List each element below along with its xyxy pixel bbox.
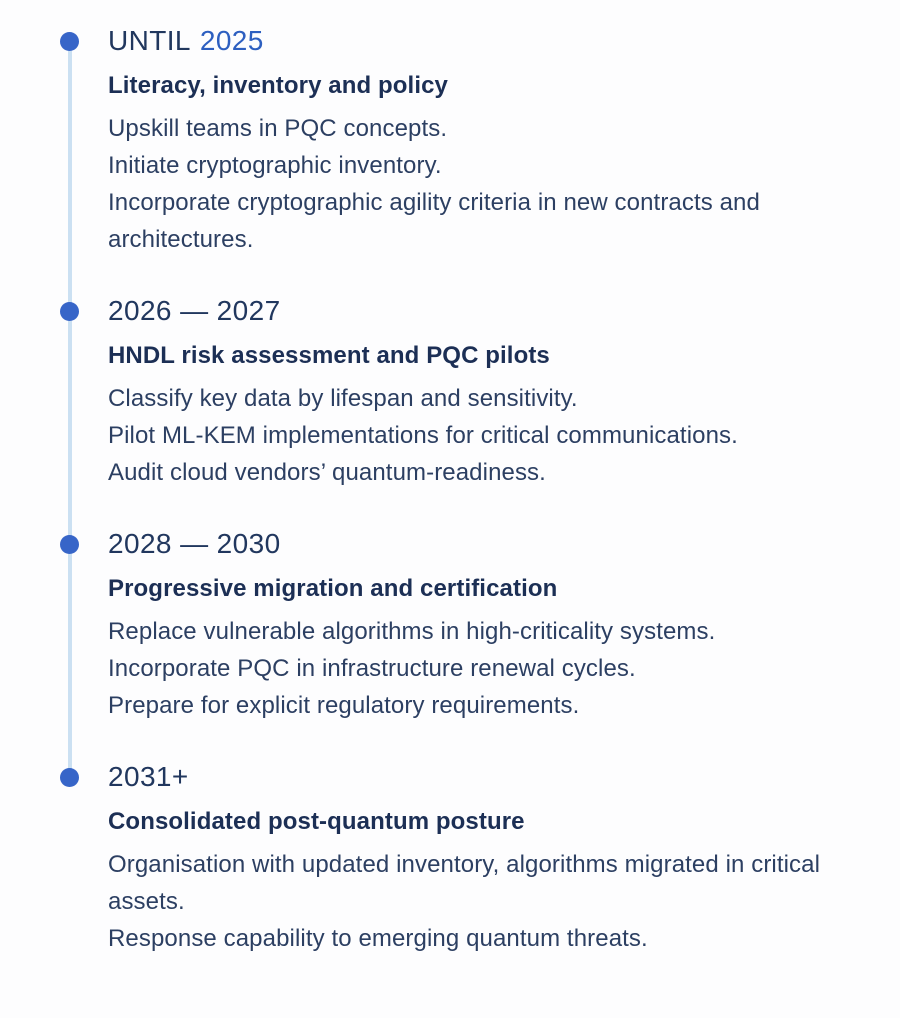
- period-text: UNTIL: [108, 25, 191, 56]
- timeline-dot: [60, 302, 79, 321]
- milestone-item: Incorporate PQC in infrastructure renewal cycles.: [108, 655, 636, 682]
- milestone-title: Progressive migration and certification: [108, 575, 558, 602]
- milestone-period: [108, 527, 860, 561]
- period-text: 2028 — 2030: [108, 528, 281, 559]
- milestone-title: HNDL risk assessment and PQC pilots: [108, 342, 550, 369]
- timeline-milestone-2028-2030: [108, 527, 860, 724]
- milestone-item: Initiate cryptographic inventory.: [108, 152, 442, 179]
- milestone-items: [108, 846, 832, 957]
- timeline-line: [68, 41, 72, 775]
- milestone-item: Incorporate cryptographic agility criteria in new contracts and architectures.: [108, 189, 760, 253]
- milestone-item: Pilot ML-KEM implementations for critical communications.: [108, 422, 738, 449]
- milestone-item: Organisation with updated inventory, algorithms migrated in critical assets.: [108, 851, 821, 915]
- milestone-item: Response capability to emerging quantum threats.: [108, 925, 648, 952]
- milestone-item: Classify key data by lifespan and sensitivity.: [108, 385, 578, 412]
- milestone-title: Consolidated post-quantum posture: [108, 808, 525, 835]
- period-text: 2031+: [108, 761, 189, 792]
- milestone-period: [108, 294, 860, 328]
- milestone-title: Literacy, inventory and policy: [108, 72, 448, 99]
- milestone-item: Audit cloud vendors’ quantum-readiness.: [108, 459, 546, 486]
- milestone-item: Replace vulnerable algorithms in high-criticality systems.: [108, 618, 716, 645]
- period-text: 2026 — 2027: [108, 295, 281, 326]
- milestone-items: [108, 380, 832, 491]
- milestone-item: Prepare for explicit regulatory requirements.: [108, 692, 580, 719]
- period-accent-year: 2025: [199, 25, 264, 56]
- timeline-milestone-2026-2027: [108, 294, 860, 491]
- timeline-dot: [60, 535, 79, 554]
- timeline-milestone-until-2025: [108, 24, 860, 258]
- milestone-items: [108, 613, 832, 724]
- milestone-period: [108, 24, 860, 58]
- milestone-item: Upskill teams in PQC concepts.: [108, 115, 448, 142]
- timeline-dot: [60, 768, 79, 787]
- milestone-period: [108, 760, 860, 794]
- timeline-milestone-2031-plus: [108, 760, 860, 957]
- milestone-items: [108, 110, 832, 258]
- timeline-dot: [60, 32, 79, 51]
